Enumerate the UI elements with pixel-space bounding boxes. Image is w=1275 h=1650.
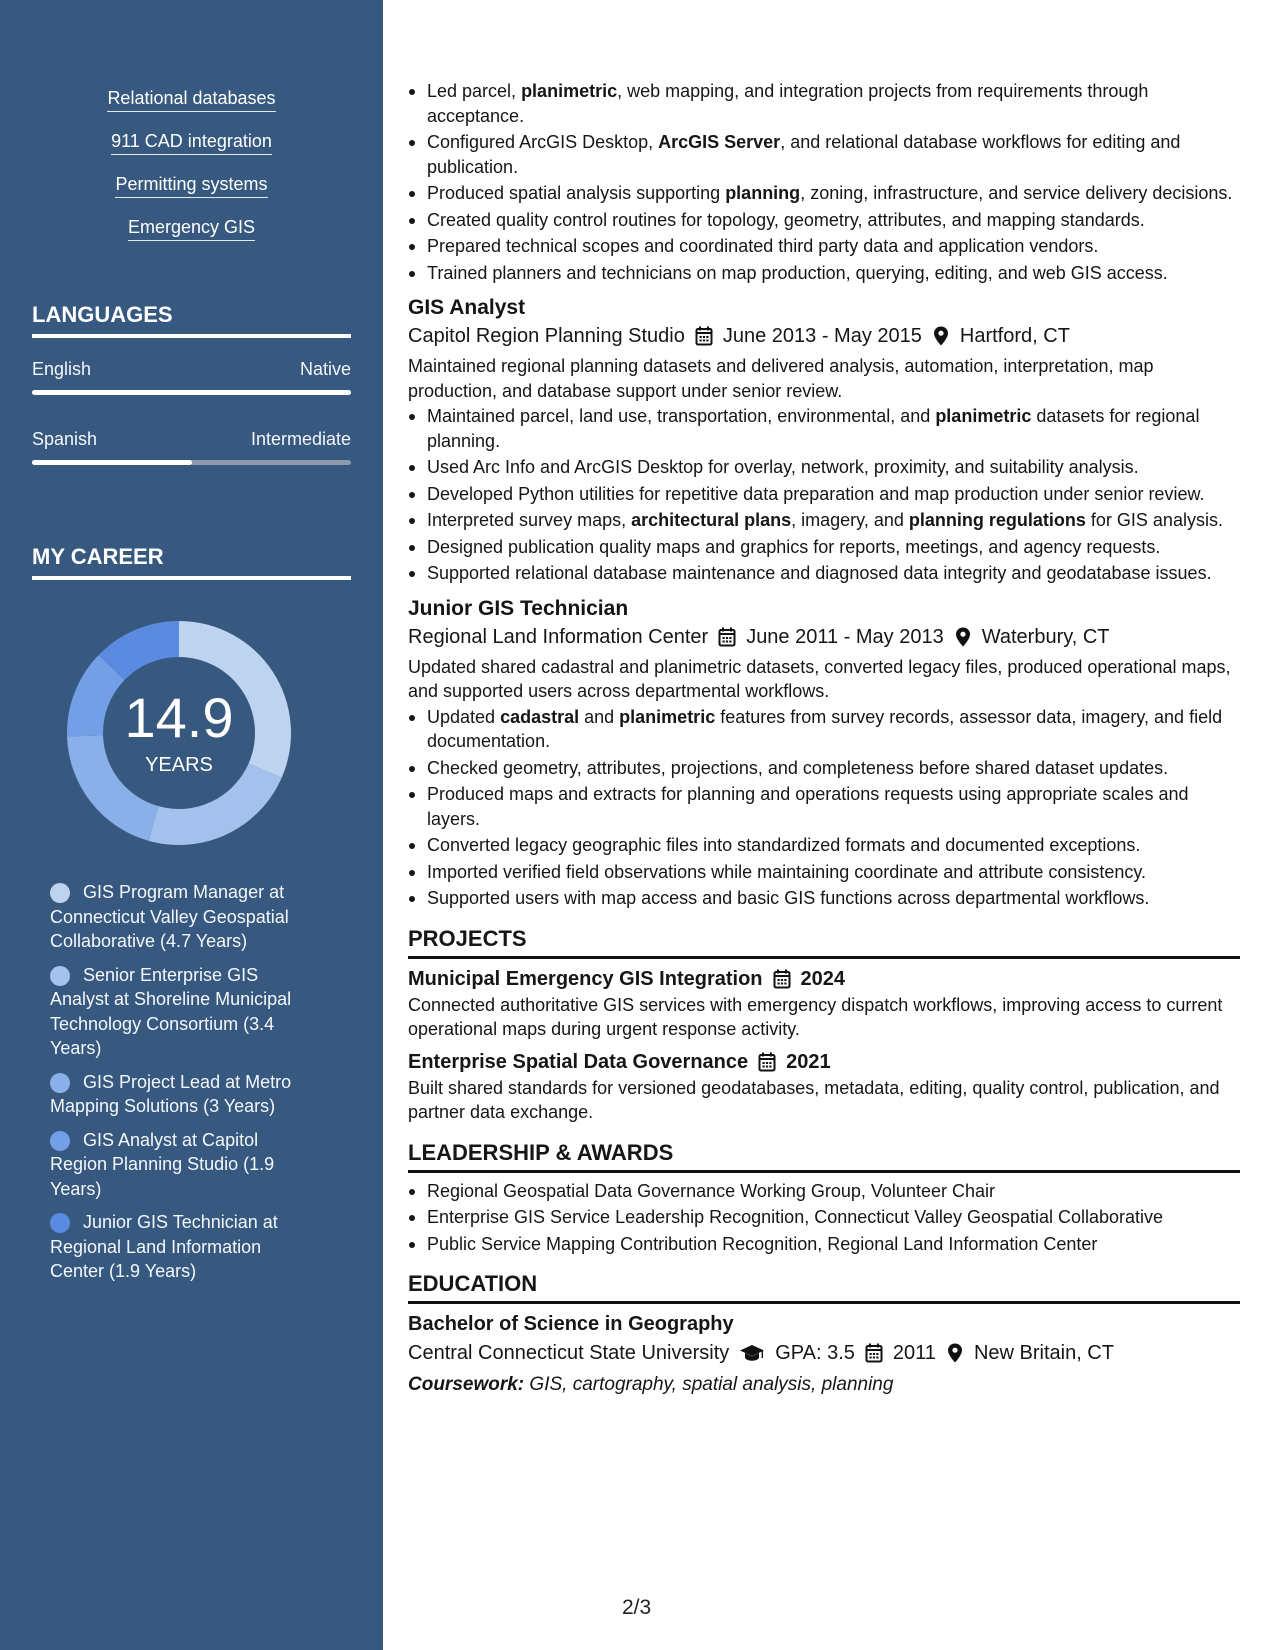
career-item: [50, 963, 320, 1061]
location-pin-icon: [932, 326, 950, 346]
top-bullet-list: [408, 79, 1240, 285]
skill-tag: Permitting systems: [115, 172, 267, 198]
bullet-item: Updated cadastral and planimetric features from survey records, assessor data, imagery, and field documentation.: [408, 705, 1240, 754]
education-heading: EDUCATION: [408, 1270, 1240, 1304]
project-description: Built shared standards for versioned geodatabases, metadata, editing, quality control, publication, and partner data exchange.: [408, 1077, 1220, 1122]
language-bar-fill: [32, 460, 192, 465]
career-dot: [50, 883, 70, 903]
career-unit: YEARS: [145, 754, 213, 776]
career-item: [50, 1210, 320, 1284]
language-level: Native: [299, 359, 351, 379]
project-year: 2024: [800, 967, 846, 990]
school-location: New Britain, CT: [973, 1342, 1114, 1364]
bullet-item: Designed publication quality maps and graphics for reports, meetings, and agency requests.: [408, 535, 1240, 560]
career-dot: [50, 966, 70, 986]
location-pin-icon: [954, 627, 972, 647]
project-entry: [408, 965, 1240, 1042]
job-entry: [408, 294, 1240, 586]
job-summary: Maintained regional planning datasets and delivered analysis, automation, interpretation, map production, and database support under senior review.: [408, 356, 1154, 401]
coursework-label: Coursework:: [408, 1374, 525, 1395]
job-title: GIS Analyst: [408, 296, 526, 319]
language-name: Spanish: [32, 429, 98, 449]
bullet-item: Interpreted survey maps, architectural plans, imagery, and planning regulations for GIS analysis.: [408, 508, 1240, 533]
bullet-item: Produced maps and extracts for planning and operations requests using appropriate scales and layers.: [408, 782, 1240, 831]
job-location: Hartford, CT: [959, 325, 1070, 347]
language-name: English: [32, 359, 92, 379]
language-row: [32, 359, 351, 380]
bullet-item: Produced spatial analysis supporting planning, zoning, infrastructure, and service delivery decisions.: [408, 181, 1240, 206]
career-item: [50, 1128, 320, 1202]
language-bar: [32, 390, 351, 395]
education-meta: [408, 1338, 1240, 1368]
career-item: [50, 1070, 320, 1119]
location-pin-icon: [946, 1343, 964, 1363]
skill-tag: Emergency GIS: [128, 215, 255, 241]
bullet-item: Created quality control routines for topology, geometry, attributes, and mapping standards.: [408, 208, 1240, 233]
calendar-icon: [865, 1343, 883, 1363]
leadership-list: [408, 1179, 1240, 1257]
project-title: Municipal Emergency GIS Integration: [408, 967, 763, 990]
career-item-text: GIS Analyst at Capitol Region Planning Studio (1.9 Years): [50, 1129, 275, 1199]
career-item-text: Senior Enterprise GIS Analyst at Shoreline Municipal Technology Consortium (3.4 Years): [50, 964, 292, 1058]
job-title: Junior GIS Technician: [408, 596, 629, 620]
graduation-cap-icon: [739, 1343, 765, 1363]
bullet-item: Supported relational database maintenance and diagnosed data integrity and geodatabase issues.: [408, 561, 1240, 586]
career-dot: [50, 1213, 70, 1233]
career-item-text: Junior GIS Technician at Regional Land Information Center (1.9 Years): [50, 1212, 278, 1281]
leadership-item: Regional Geospatial Data Governance Working Group, Volunteer Chair: [408, 1179, 1240, 1204]
language-bar: [32, 460, 351, 465]
graduation-year: 2011: [892, 1342, 936, 1364]
leadership-heading: LEADERSHIP & AWARDS: [408, 1139, 1240, 1173]
language-bar-fill: [32, 390, 351, 395]
job-bullet-list: [408, 404, 1240, 586]
career-list: [50, 880, 320, 1293]
project-entry: [408, 1048, 1240, 1125]
bullet-item: Configured ArcGIS Desktop, ArcGIS Server, and relational database workflows for editing and publication.: [408, 130, 1240, 179]
career-dot: [50, 1131, 70, 1151]
language-level: Intermediate: [250, 429, 351, 449]
calendar-icon: [695, 326, 713, 346]
skill-tag: Relational databases: [107, 86, 275, 112]
career-item-text: GIS Project Lead at Metro Mapping Solutions (3 Years): [50, 1071, 292, 1116]
calendar-icon: [758, 1052, 776, 1072]
bullet-item: Trained planners and technicians on map production, querying, editing, and web GIS access.: [408, 261, 1240, 286]
job-bullet-list: [408, 705, 1240, 911]
project-year: 2021: [786, 1050, 831, 1073]
project-description: Connected authoritative GIS services with emergency dispatch workflows, improving access to current operational maps during urgent response activity.: [408, 994, 1223, 1039]
coursework: [408, 1371, 1240, 1399]
job-entry: [408, 595, 1240, 911]
school-name: Central Connecticut State University: [408, 1342, 730, 1364]
job-dates: June 2011 - May 2013: [746, 625, 944, 648]
coursework-list: GIS, cartography, spatial analysis, planning: [524, 1374, 894, 1395]
calendar-icon: [773, 969, 791, 989]
skills-list: [0, 86, 383, 258]
bullet-item: Prepared technical scopes and coordinated third party data and application vendors.: [408, 234, 1240, 259]
career-item: [50, 880, 320, 954]
job-meta: [408, 321, 1240, 351]
project-title: Enterprise Spatial Data Governance: [408, 1050, 749, 1073]
bullet-item: Supported users with map access and basic GIS functions across departmental workflows.: [408, 886, 1240, 911]
bullet-item: Checked geometry, attributes, projections, and completeness before shared dataset updates.: [408, 756, 1240, 781]
leadership-item: Public Service Mapping Contribution Recognition, Regional Land Information Center: [408, 1232, 1240, 1257]
bullet-item: Converted legacy geographic files into standardized formats and documented exceptions.: [408, 833, 1240, 858]
gpa: GPA: 3.5: [775, 1342, 855, 1364]
main-content: [408, 79, 1240, 1399]
project-title-row: [408, 1048, 1240, 1076]
job-summary: Updated shared cadastral and planimetric datasets, converted legacy files, produced operational maps, and supported users across departmental workflows.: [408, 656, 1231, 701]
project-title-row: [408, 965, 1240, 993]
career-heading: MY CAREER: [32, 543, 351, 580]
bullet-item: Developed Python utilities for repetitive data preparation and map production under senior review.: [408, 482, 1240, 507]
languages-heading: LANGUAGES: [32, 301, 351, 338]
page-number: 2/3: [622, 1596, 652, 1619]
bullet-item: Led parcel, planimetric, web mapping, and integration projects from requirements through acceptance.: [408, 79, 1240, 128]
projects-heading: PROJECTS: [408, 925, 1240, 959]
company-name: Capitol Region Planning Studio: [408, 325, 685, 347]
sidebar: [0, 0, 383, 1650]
leadership-item: Enterprise GIS Service Leadership Recognition, Connecticut Valley Geospatial Collaborative: [408, 1205, 1240, 1230]
job-dates: June 2013 - May 2015: [722, 325, 922, 347]
job-meta: [408, 622, 1240, 652]
bullet-item: Imported verified field observations while maintaining coordinate and attribute consistency.: [408, 860, 1240, 885]
career-item-text: GIS Program Manager at Connecticut Valley Geospatial Collaborative (4.7 Years): [50, 882, 289, 951]
career-donut-chart: [66, 620, 292, 846]
skill-tag: 911 CAD integration: [111, 129, 272, 155]
bullet-item: Used Arc Info and ArcGIS Desktop for overlay, network, proximity, and suitability analysis.: [408, 455, 1240, 480]
career-dot: [50, 1073, 70, 1093]
donut-segment: [67, 735, 158, 840]
language-row: [32, 429, 351, 450]
job-location: Waterbury, CT: [981, 625, 1110, 648]
bullet-item: Maintained parcel, land use, transportation, environmental, and planimetric datasets for regional planning.: [408, 404, 1240, 453]
degree: Bachelor of Science in Geography: [408, 1313, 734, 1335]
company-name: Regional Land Information Center: [408, 625, 709, 648]
calendar-icon: [718, 627, 736, 647]
career-total: 14.9: [124, 686, 234, 749]
